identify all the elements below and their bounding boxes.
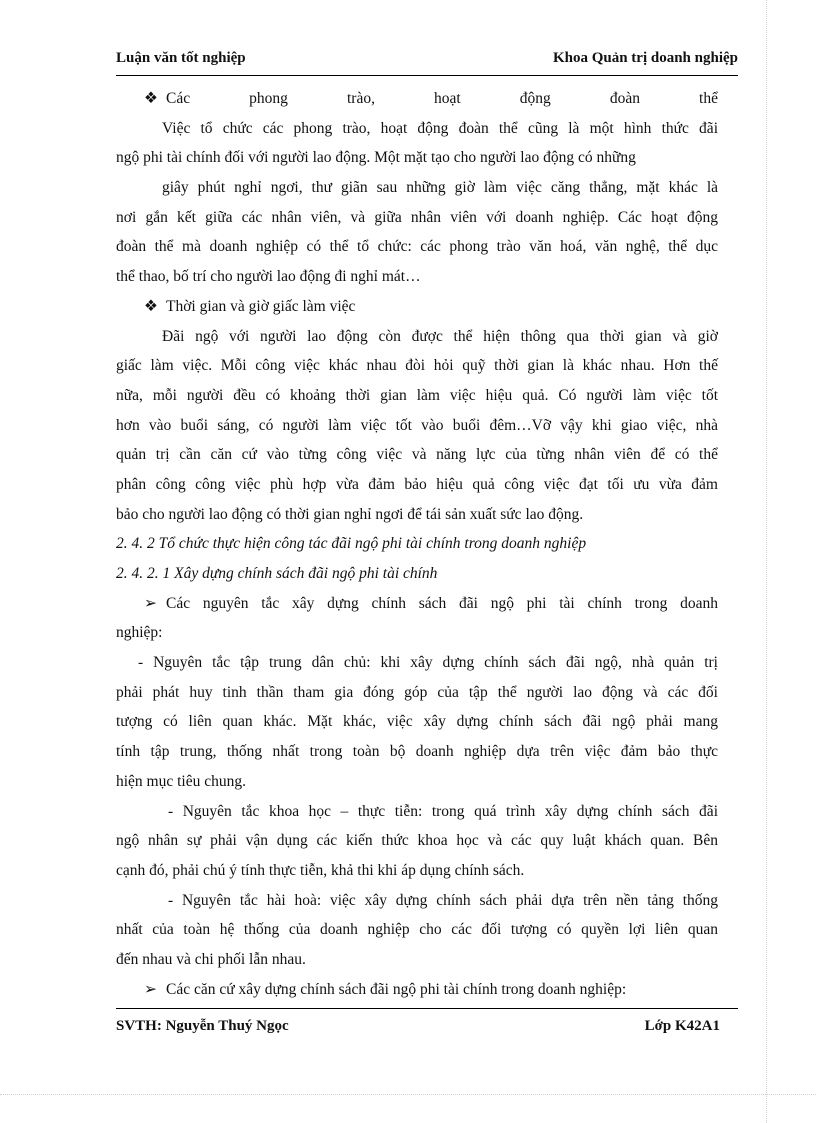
paragraph-line: hiện mục tiêu chung.	[116, 772, 246, 790]
paragraph-line: phân công công việc phù hợp vừa đảm bảo hiệu quả công việc đạt tối ưu vừa đảm	[116, 475, 718, 493]
paragraph-line: nghiệp:	[116, 624, 163, 642]
bullet-item	[116, 292, 718, 322]
paragraph-line: ngộ phi tài chính đối với người lao động. Một mặt tạo cho người lao động có những	[116, 149, 636, 167]
paragraph-line: tính tập trung, thống nhất trong toàn bộ doanh nghiệp dựa trên việc đảm bảo thực	[116, 743, 718, 761]
paragraph-line: giây phút nghỉ ngơi, thư giãn sau những giờ làm việc căng thẳng, mặt khác là	[162, 179, 718, 197]
bullet-marker-icon: ❖	[144, 90, 158, 107]
paragraph-line: giấc làm việc. Mỗi công việc khác nhau đòi hỏi quỹ thời gian là khác nhau. Hơn thế	[116, 357, 718, 375]
paragraph-line: nhất của toàn hệ thống của doanh nghiệp cho các đối tượng có quyền lợi liên quan	[116, 921, 718, 939]
paragraph-line: cạnh đó, phải chú ý tính thực tiễn, khả thi khi áp dụng chính sách.	[116, 861, 525, 879]
paragraph-line: - Nguyên tắc khoa học – thực tiễn: trong quá trình xây dựng chính sách đãi	[168, 802, 718, 820]
paragraph-line: ngộ nhân sự phải vận dụng các kiến thức khoa học và các quy luật khách quan. Bên	[116, 832, 718, 850]
bullet-marker-icon: ➢	[144, 594, 157, 612]
paragraph-line: tượng có liên quan khác. Mặt khác, việc xây dựng chính sách đãi ngộ phải mang	[116, 713, 718, 731]
footer-class: Lớp K42A1	[644, 1018, 720, 1034]
paragraph-line: - Nguyên tắc tập trung dân chủ: khi xây dựng chính sách đãi ngộ, nhà quản trị	[138, 654, 718, 672]
paragraph-line: hơn vào buổi sáng, có người làm việc tốt vào buổi đêm…Vỡ vậy khi giao việc, nhà	[116, 416, 718, 434]
header-right-title: Khoa Quản trị doanh nghiệp	[552, 50, 738, 66]
paragraph-line: - Nguyên tắc hài hoà: việc xây dựng chính sách phải dựa trên nền tảng thống	[168, 891, 718, 909]
footer-rule	[116, 1008, 738, 1009]
paragraph-line: phải phát huy tinh thần tham gia đóng góp của tập thể người lao động và các đối	[116, 683, 718, 701]
section-heading: 2. 4. 2 Tổ chức thực hiện công tác đãi ngộ phi tài chính trong doanh nghiệp	[116, 535, 587, 553]
bullet-item	[116, 589, 718, 619]
page-crop-line-vertical	[766, 0, 767, 1123]
bullet-marker-icon: ➢	[144, 980, 157, 998]
bullet-text: Các nguyên tắc xây dựng chính sách đãi ngộ phi tài chính trong doanh	[166, 594, 718, 612]
paragraph-line: đoàn thể mà doanh nghiệp có thể tổ chức: các phong trào văn hoá, văn nghệ, thể dục	[116, 238, 718, 256]
paragraph-line: bảo cho người lao động có thời gian nghỉ ngơi để tái sản xuất sức lao động.	[116, 505, 584, 523]
section-heading: 2. 4. 2. 1 Xây dựng chính sách đãi ngộ phi tài chính	[116, 565, 438, 582]
bullet-text: Thời gian và giờ giấc làm việc	[166, 297, 356, 315]
bullet-marker-icon: ❖	[144, 297, 158, 315]
paragraph-line: đến nhau và chi phối lẫn nhau.	[116, 950, 306, 968]
paragraph-line: nơi gắn kết giữa các nhân viên, và giữa nhân viên với doanh nghiệp. Các hoạt động	[116, 208, 718, 226]
bullet-text: Các căn cứ xây dựng chính sách đãi ngộ phi tài chính trong doanh nghiệp:	[166, 980, 627, 998]
paragraph-line: thể thao, bố trí cho người lao động đi nghỉ mát…	[116, 268, 421, 286]
paragraph-line: nữa, mỗi người đều có khoảng thời gian làm việc hiệu quả. Có người làm việc tốt	[116, 386, 718, 404]
paragraph-line: Đãi ngộ với người lao động còn được thể hiện thông qua thời gian và giờ	[162, 327, 718, 345]
bullet-item	[116, 84, 718, 114]
paragraph-line: quản trị cần căn cứ vào từng công việc và năng lực của từng nhân viên để có thể	[116, 446, 718, 464]
document-body	[116, 84, 718, 1004]
header-left-title: Luận văn tốt nghiệp	[116, 50, 246, 66]
paragraph-line: Việc tổ chức các phong trào, hoạt động đoàn thể cũng là một hình thức đãi	[162, 119, 718, 137]
header-rule	[116, 75, 738, 76]
bullet-item	[116, 975, 718, 1005]
footer-author: SVTH: Nguyễn Thuý Ngọc	[116, 1018, 289, 1034]
bullet-text: Các phong trào, hoạt động đoàn thể	[166, 90, 718, 107]
page-crop-line-horizontal	[0, 1094, 816, 1095]
